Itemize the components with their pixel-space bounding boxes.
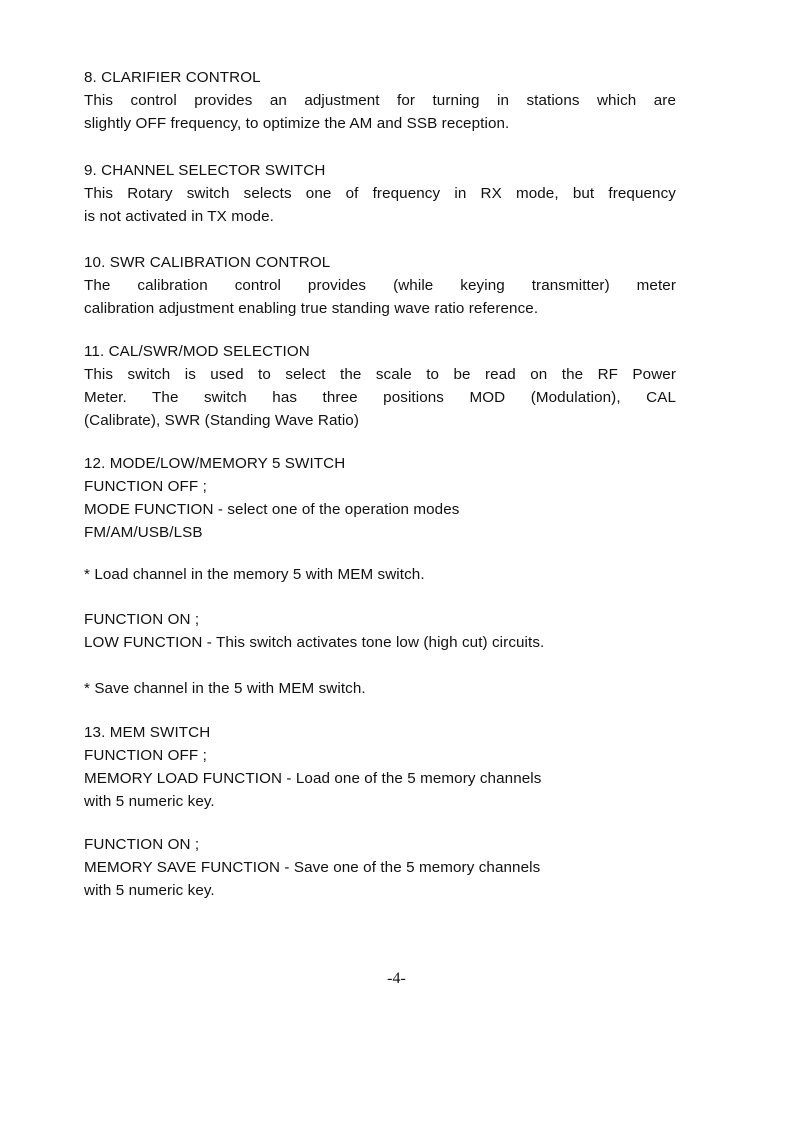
body-line: MEMORY SAVE FUNCTION - Save one of the 5 memory channels — [84, 859, 541, 876]
section-channel-selector-switch — [84, 159, 682, 228]
body-line: MEMORY LOAD FUNCTION - Load one of the 5 memory channels — [84, 770, 542, 787]
body-line: Meter. The switch has three positions MOD (Modulation), CAL — [84, 389, 676, 406]
section-heading: 8. CLARIFIER CONTROL — [84, 69, 261, 86]
section-heading: 11. CAL/SWR/MOD SELECTION — [84, 343, 310, 360]
body-line: (Calibrate), SWR (Standing Wave Ratio) — [84, 412, 360, 429]
body-line: MODE FUNCTION - select one of the operation modes — [84, 501, 460, 518]
body-line: FUNCTION OFF ; — [84, 747, 207, 764]
section-mode-low-memory-switch — [84, 452, 682, 544]
body-line: with 5 numeric key. — [84, 793, 215, 810]
body-line: The calibration control provides (while keying transmitter) meter — [84, 277, 676, 294]
body-line: calibration adjustment enabling true standing wave ratio reference. — [84, 300, 539, 317]
section-clarifier-control — [84, 66, 682, 135]
body-line: FUNCTION OFF ; — [84, 478, 207, 495]
section-heading: 10. SWR CALIBRATION CONTROL — [84, 254, 331, 271]
body-line: with 5 numeric key. — [84, 882, 215, 899]
body-line: FUNCTION ON ; — [84, 836, 200, 853]
note-load-channel — [84, 563, 682, 586]
section-mem-switch — [84, 721, 682, 813]
body-line: This switch is used to select the scale to be read on the RF Power — [84, 366, 676, 383]
section-swr-calibration-control — [84, 251, 682, 320]
note-save-channel — [84, 677, 682, 700]
body-line: FM/AM/USB/LSB — [84, 524, 203, 541]
body-line: This Rotary switch selects one of frequency in RX mode, but frequency — [84, 185, 676, 202]
note-line: * Load channel in the memory 5 with MEM switch. — [84, 566, 425, 583]
body-line: is not activated in TX mode. — [84, 208, 274, 225]
section-cal-swr-mod-selection — [84, 340, 682, 432]
section-heading: 12. MODE/LOW/MEMORY 5 SWITCH — [84, 455, 346, 472]
section-heading: 13. MEM SWITCH — [84, 724, 211, 741]
page-number: -4- — [387, 970, 406, 987]
body-line: slightly OFF frequency, to optimize the AM and SSB reception. — [84, 115, 510, 132]
section-heading: 9. CHANNEL SELECTOR SWITCH — [84, 162, 326, 179]
body-line: This control provides an adjustment for turning in stations which are — [84, 92, 676, 109]
body-line: FUNCTION ON ; — [84, 611, 200, 628]
section-function-on-low — [84, 608, 682, 654]
section-function-on-memory-save — [84, 833, 682, 902]
note-line: * Save channel in the 5 with MEM switch. — [84, 680, 366, 697]
body-line: LOW FUNCTION - This switch activates tone low (high cut) circuits. — [84, 634, 545, 651]
